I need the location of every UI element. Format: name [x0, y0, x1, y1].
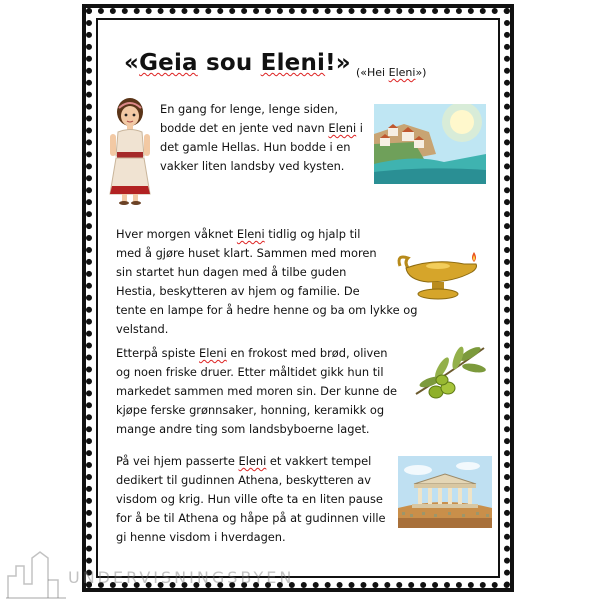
- story-paragraph-3: [116, 344, 397, 439]
- text-line: kjøpe ferske grønnsaker, honning, keramikk og: [116, 403, 385, 417]
- spellcheck-word: Eleni: [238, 454, 267, 468]
- text-line: med å gjøre huset klart. Sammen med moren: [116, 246, 377, 260]
- text-line: tente en lampe for å hedre henne og ba om lykke og: [116, 303, 418, 317]
- worksheet-subtitle: («Hei Eleni»): [356, 66, 427, 79]
- story-paragraph-4: [116, 452, 386, 547]
- text-line: det gamle Hellas. Hun bodde i en: [160, 140, 351, 154]
- worksheet-page: [82, 4, 514, 592]
- text-line: Hestia, beskytteren av hjem og familie. De: [116, 284, 360, 298]
- spellcheck-word: Eleni: [260, 50, 326, 76]
- text-line: Etterpå spiste Eleni en frokost med brød, oliven: [116, 346, 388, 360]
- olive-branch-illustration: [412, 342, 488, 402]
- text-line: gi henne visdom i hverdagen.: [116, 530, 286, 544]
- text-line: markedet sammen med moren sin. Der kunne de: [116, 384, 398, 398]
- text-line: velstand.: [116, 322, 169, 336]
- spellcheck-word: Eleni: [328, 121, 357, 135]
- text-line: På vei hjem passerte Eleni et vakkert tempel: [116, 454, 372, 468]
- story-paragraph-1: [160, 100, 363, 176]
- spellcheck-word: Eleni: [199, 346, 227, 360]
- text-line: vakker liten landsby ved kysten.: [160, 159, 345, 173]
- text-line: for å be til Athena og håpe på at gudinnen ville: [116, 511, 386, 525]
- girl-illustration: [100, 94, 160, 206]
- spellcheck-word: Eleni: [388, 66, 416, 79]
- story-paragraph-2: [116, 225, 417, 339]
- text-line: og noen friske druer. Etter måltidet gikk hun til: [116, 365, 384, 379]
- temple-illustration: [398, 456, 492, 528]
- watermark-text: UNDERVISNINGSBYEN: [68, 568, 295, 587]
- worksheet-title: [124, 50, 351, 76]
- spellcheck-word: Eleni: [236, 227, 265, 241]
- text-line: En gang for lenge, lenge siden,: [160, 102, 338, 116]
- spellcheck-word: Geia: [139, 50, 198, 76]
- text-line: Hver morgen våknet Eleni tidlig og hjalp til: [116, 227, 361, 241]
- text-line: visdom og krig. Hun ville ofte ta en liten pause: [116, 492, 383, 506]
- title-text: «Geia sou Eleni!»: [124, 50, 351, 76]
- text-line: mange andre ting som landsbyboerne laget.: [116, 422, 370, 436]
- text-line: bodde det en jente ved navn Eleni i: [160, 121, 363, 135]
- text-line: sin startet hun dagen med å tilbe guden: [116, 265, 347, 279]
- text-line: dedikert til gudinnen Athena, beskytteren av: [116, 473, 371, 487]
- coast-village-illustration: [374, 104, 486, 184]
